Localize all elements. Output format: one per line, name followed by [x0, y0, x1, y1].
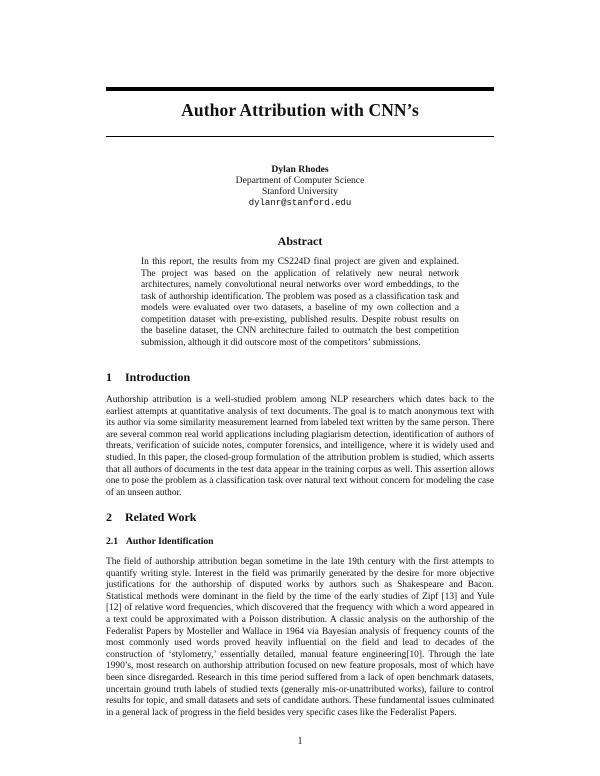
paper-title: Author Attribution with CNN’s — [181, 100, 419, 120]
title-top-rule — [106, 87, 494, 91]
author-email: dylanr@stanford.edu — [248, 197, 352, 208]
author-department: Department of Computer Science — [235, 175, 365, 187]
introduction-paragraph: Authorship attribution is a well-studied problem among NLP researchers which dates back to the earliest attempts at quantitative analysis of text documents. The goal is to match anonymous text with its author via some similarity measurement learned from labeled text written by the same person. There are several common real world applications including plagiarism detection, identification of authors of threats, verification of suicide notes, computer forensics, and intelligence, where it is widely used and studied. In this paper, the closed-group formulation of the attribution problem is studied, which asserts that all authors of documents in the test data appear in the training corpus as well. This assertion allows one to pose the problem as a classification task over natural text without concern for modeling the case of an unseen author. — [106, 395, 494, 498]
author-university: Stanford University — [262, 186, 338, 198]
subsection-title: Author Identification — [126, 536, 214, 547]
author-block — [106, 164, 494, 209]
abstract-text: In this report, the results from my CS224D final project are given and explained. The project was based on the application of relatively new neural network architectures, namely convolutional neural networks over word embeddings, to the task of authorship identification. The problem was posed as a classification task and models were evaluated over two datasets, a baseline of my own collection and a competition dataset with pre-existing, published results. Despite robust results on the baseline dataset, the CNN architecture failed to outmatch the best competition submission, although it did outscore most of the competitors’ submissions. — [141, 257, 459, 348]
section-title: Introduction — [125, 370, 191, 384]
author-name: Dylan Rhodes — [271, 164, 329, 175]
subsection-number: 2.1 — [106, 536, 118, 547]
author-identification-paragraph: The field of authorship attribution began sometime in the late 19th century with the first attempts to quantify writing style. Interest in the field was primarily generated by the desire for more objective justifications for the authorship of disputed works by authors such as Shakespeare and Bacon. Statistical methods were dominant in the field by the time of the early studies of Zipf [13] and Yule [12] of relative word frequencies, which discovered that the frequency with which a word appeared in a text could be approximated with a Poisson distribution. A classic analysis on the authorship of the Federalist Papers by Mosteller and Wallace in 1964 via Bayesian analysis of frequency counts of the most commonly used words proved heavily influential on the field and lead to decades of the construction of ‘stylometry,’ essentially detailed, manual feature engineering[10]. Through the late 1990’s, most research on authorship attribution focused on new feature proposals, most of which have been since disregarded. Research in this time period suffered from a lack of open benchmark datasets, uncertain ground truth labels of studied texts (generally mis-or-unattributed works), failure to control results for topic, and small datasets and sets of candidate authors. These fundamental issues culminated in a general lack of progress in the field besides very specific cases like the Federalist Papers. — [106, 557, 494, 718]
section-title: Related Work — [125, 510, 197, 524]
subsection-heading-author-identification — [106, 536, 214, 547]
abstract-heading: Abstract — [277, 234, 323, 248]
title-bottom-rule — [106, 136, 494, 137]
section-number: 1 — [106, 370, 112, 384]
page-number: 1 — [297, 736, 303, 747]
section-heading-related-work — [106, 510, 196, 525]
section-heading-introduction — [106, 370, 190, 385]
section-number: 2 — [106, 510, 112, 524]
